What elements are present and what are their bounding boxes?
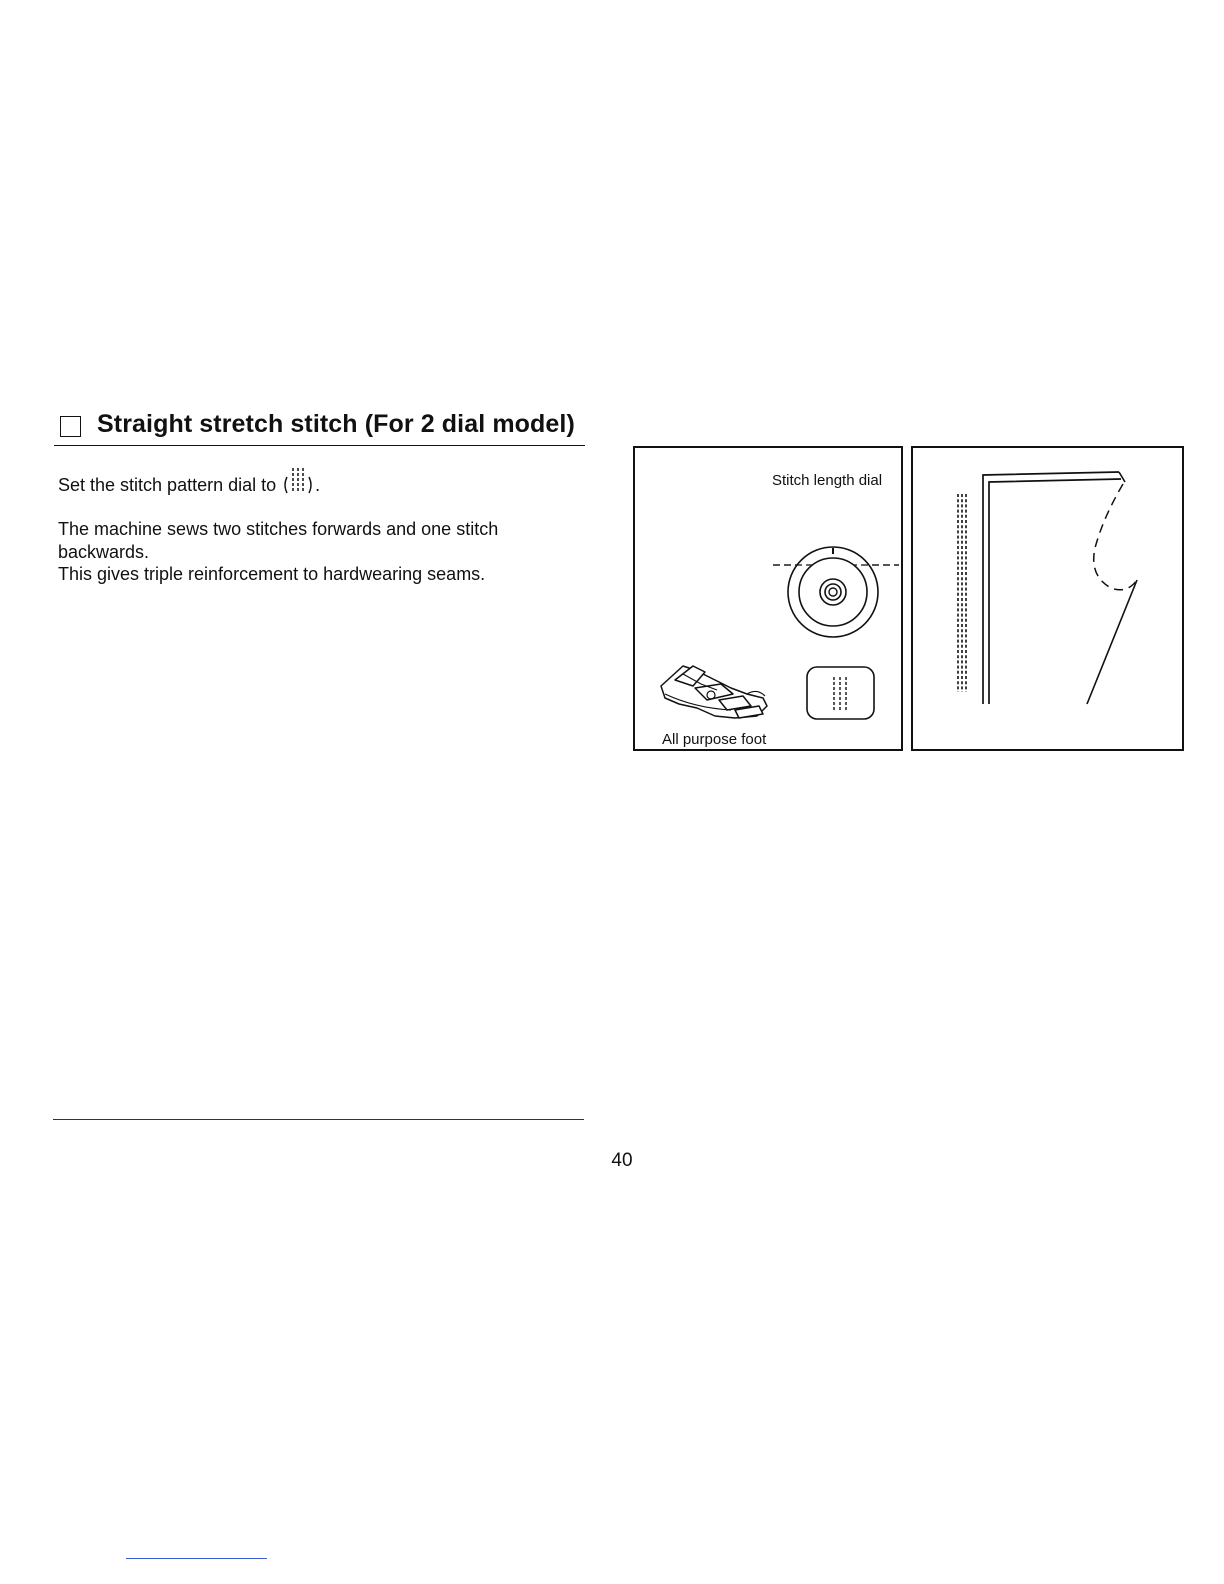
presser-foot-icon (635, 448, 901, 749)
instruction-suffix: . (315, 475, 321, 495)
checkbox-icon (60, 416, 81, 437)
machine-settings-panel (633, 446, 903, 751)
section-title: Straight stretch stitch (For 2 dial model) (97, 410, 575, 438)
description-line-1: The machine sews two stitches forwards and one stitch (58, 519, 499, 539)
fabric-seam-icon (913, 448, 1182, 749)
instruction-prefix: Set the stitch pattern dial to (58, 475, 277, 495)
description-line-3: This gives triple reinforcement to hardwearing seams. (58, 564, 486, 584)
title-underline (54, 445, 585, 446)
stretch-stitch-symbol-icon (281, 474, 315, 494)
instruction-text (58, 474, 320, 497)
dial-label: Stitch length dial (772, 472, 883, 489)
fabric-seam-panel (911, 446, 1184, 751)
bottom-divider (126, 1558, 267, 1559)
footer-rule (53, 1119, 584, 1120)
page-number: 40 (611, 1150, 633, 1171)
description-line-2: backwards. (58, 542, 150, 562)
foot-label: All purpose foot (662, 731, 767, 748)
section-heading (54, 408, 585, 444)
